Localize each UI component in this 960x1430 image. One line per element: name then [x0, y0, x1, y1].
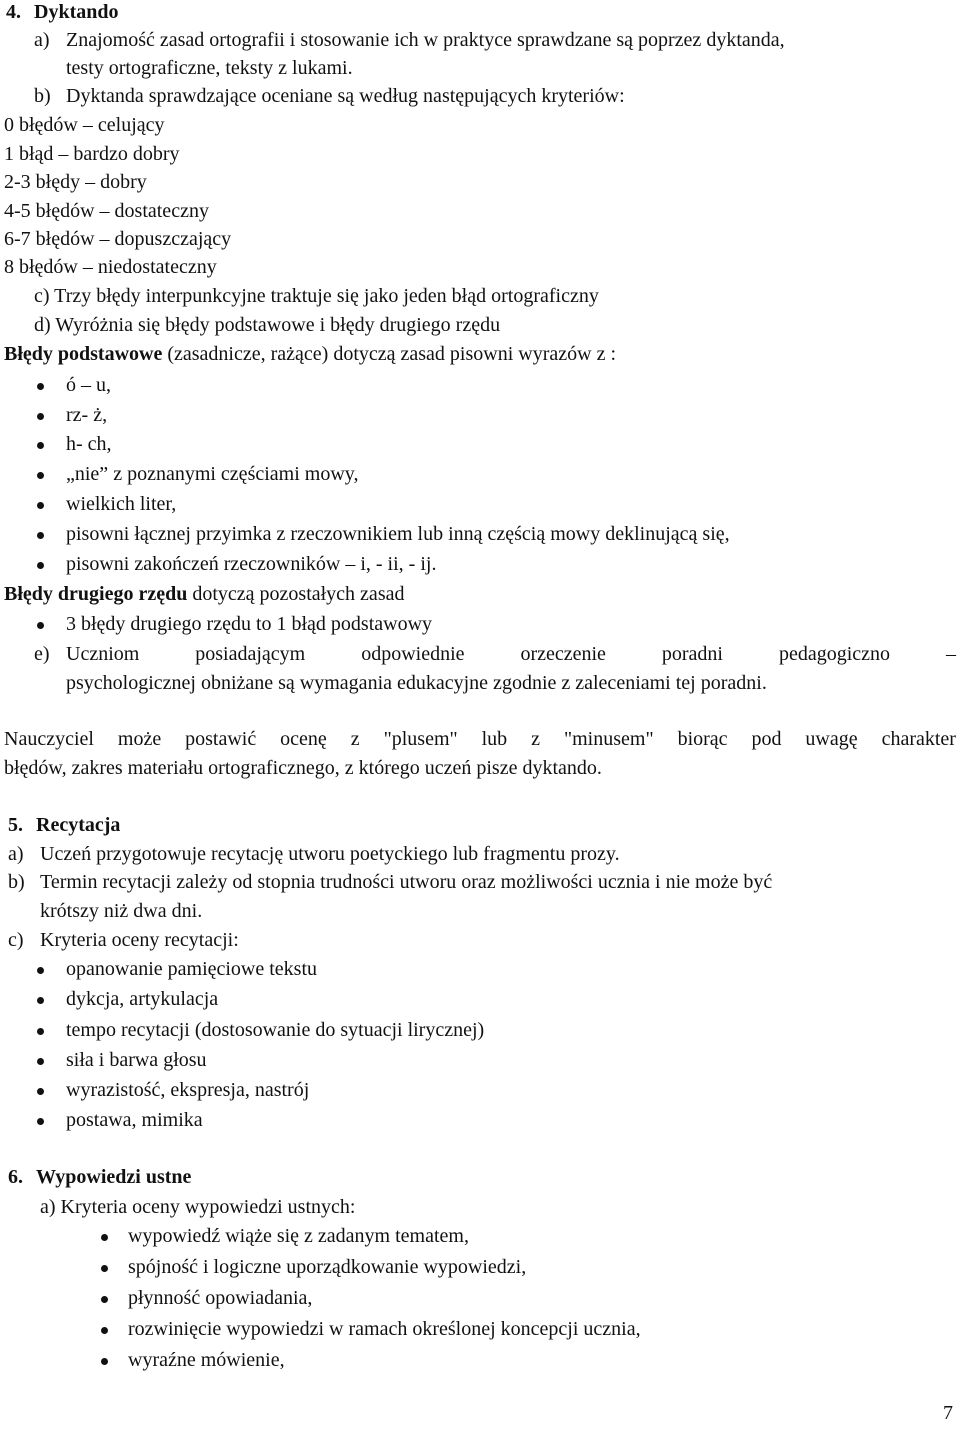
section-6-heading [8, 1165, 191, 1189]
item-e-line: psychologicznej obniżane są wymagania edukacyjne zgodnie z zaleceniami tej poradni. [66, 672, 767, 694]
list-item: tempo recytacji (dostosowanie do sytuacji lirycznej) [66, 1019, 485, 1041]
word: postawić [185, 728, 257, 750]
bullet-icon [37, 1028, 44, 1035]
basic-errors-intro [4, 342, 616, 366]
bullet-icon [37, 413, 44, 420]
item-a-marker: a) [8, 843, 24, 865]
item-e-marker: e) [34, 643, 50, 665]
basic-errors-label: Błędy podstawowe [4, 343, 163, 365]
item-a-text: a) Kryteria oceny wypowiedzi ustnych: [40, 1196, 356, 1218]
list-item: postawa, mimika [66, 1109, 203, 1131]
list-item: spójność i logiczne uporządkowanie wypowiedzi, [128, 1256, 527, 1278]
word: charakter [881, 728, 956, 750]
grade-line: 1 błąd – bardzo dobry [4, 143, 180, 165]
word: – [945, 643, 956, 665]
list-item: rz- ż, [66, 404, 108, 426]
section-number: 6. [8, 1166, 23, 1188]
bullet-icon [37, 532, 44, 539]
section-number: 4. [6, 1, 21, 23]
bullet-icon [37, 622, 44, 629]
page-number: 7 [943, 1402, 953, 1424]
item-e-line [66, 642, 956, 666]
basic-errors-description: (zasadnicze, rażące) dotyczą zasad pisowni wyrazów z : [162, 343, 617, 365]
bullet-icon [37, 383, 44, 390]
list-item: pisowni łącznej przyimka z rzeczownikiem lub inną częścią mowy deklinującą się, [66, 523, 730, 545]
list-item: wypowiedź wiąże się z zadanym tematem, [128, 1225, 469, 1247]
grade-line: 8 błędów – niedostateczny [4, 256, 217, 278]
bullet-icon [37, 1118, 44, 1125]
word: odpowiednie [361, 643, 465, 665]
bullet-icon [101, 1358, 108, 1365]
word: orzeczenie [520, 643, 606, 665]
grade-line: 4-5 błędów – dostateczny [4, 200, 209, 222]
word: Nauczyciel [4, 728, 94, 750]
list-item: „nie” z poznanymi częściami mowy, [66, 463, 359, 485]
item-a-line: testy ortograficzne, teksty z lukami. [66, 57, 353, 79]
section-title: Dyktando [34, 1, 119, 23]
item-c-marker: c) [8, 929, 24, 951]
item-d-text: d) Wyróżnia się błędy podstawowe i błędy drugiego rzędu [34, 314, 501, 336]
bullet-icon [37, 472, 44, 479]
list-item: h- ch, [66, 433, 112, 455]
list-item: opanowanie pamięciowe tekstu [66, 958, 318, 980]
list-item: wielkich liter, [66, 493, 177, 515]
word: pod [751, 728, 782, 750]
item-c-text: Kryteria oceny recytacji: [40, 929, 239, 951]
bullet-icon [101, 1234, 108, 1241]
list-item: 3 błędy drugiego rzędu to 1 błąd podstawowy [66, 613, 433, 635]
bullet-icon [101, 1265, 108, 1272]
item-b-marker: b) [8, 871, 25, 893]
list-item: dykcja, artykulacja [66, 988, 219, 1010]
teacher-note-line [4, 727, 956, 751]
item-c-text: c) Trzy błędy interpunkcyjne traktuje się jako jeden błąd ortograficzny [34, 285, 599, 307]
grade-line: 0 błędów – celujący [4, 114, 165, 136]
bullet-icon [101, 1296, 108, 1303]
teacher-note-line: błędów, zakres materiału ortograficznego, z którego uczeń pisze dyktando. [4, 757, 602, 779]
grade-line: 2-3 błędy – dobry [4, 171, 147, 193]
word: ocenę [280, 728, 327, 750]
list-item: wyraźne mówienie, [128, 1349, 285, 1371]
section-title: Wypowiedzi ustne [36, 1166, 192, 1188]
item-b-marker: b) [34, 85, 51, 107]
word: poradni [661, 643, 723, 665]
word: biorąc [677, 728, 728, 750]
item-b-text: Dyktanda sprawdzające oceniane są według następujących kryteriów: [66, 85, 625, 107]
bullet-icon [37, 442, 44, 449]
bullet-icon [37, 1088, 44, 1095]
bullet-icon [37, 1058, 44, 1065]
list-item: pisowni zakończeń rzeczowników – i, - ii, - ij. [66, 553, 437, 575]
second-order-label: Błędy [4, 583, 53, 605]
list-item: ó – u, [66, 374, 111, 396]
item-b-line: Termin recytacji zależy od stopnia trudności utworu oraz możliwości ucznia i nie może być [40, 871, 773, 893]
list-item: rozwinięcie wypowiedzi w ramach określonej koncepcji ucznia, [128, 1318, 641, 1340]
item-a-marker: a) [34, 29, 50, 51]
second-order-errors-intro [4, 582, 404, 606]
bullet-icon [37, 502, 44, 509]
word: pedagogiczno [778, 643, 891, 665]
item-b-line: krótszy niż dwa dni. [40, 900, 203, 922]
word: z [350, 728, 360, 750]
word: lub [481, 728, 508, 750]
word: posiadającym [195, 643, 306, 665]
section-number: 5. [8, 814, 23, 836]
word: Uczniom [66, 643, 140, 665]
list-item: siła i barwa głosu [66, 1049, 207, 1071]
list-item: płynność opowiadania, [128, 1287, 313, 1309]
grade-line: 6-7 błędów – dopuszczający [4, 228, 232, 250]
bullet-icon [101, 1327, 108, 1334]
word: uwagę [805, 728, 858, 750]
second-order-label: drugiego rzędu [57, 583, 188, 605]
section-title: Recytacja [36, 814, 121, 836]
word: z [531, 728, 541, 750]
bullet-icon [37, 997, 44, 1004]
item-a-text: Uczeń przygotowuje recytację utworu poetyckiego lub fragmentu prozy. [40, 843, 620, 865]
item-a-line: Znajomość zasad ortografii i stosowanie ich w praktyce sprawdzane są poprzez dyktanda, [66, 29, 785, 51]
word: może [117, 728, 162, 750]
word: "minusem" [563, 728, 654, 750]
bullet-icon [37, 562, 44, 569]
list-item: wyrazistość, ekspresja, nastrój [66, 1079, 310, 1101]
section-5-heading [8, 813, 120, 837]
word: "plusem" [383, 728, 458, 750]
section-4-heading [6, 0, 118, 24]
bullet-icon [37, 967, 44, 974]
second-order-description: dotyczą pozostałych zasad [187, 583, 405, 605]
